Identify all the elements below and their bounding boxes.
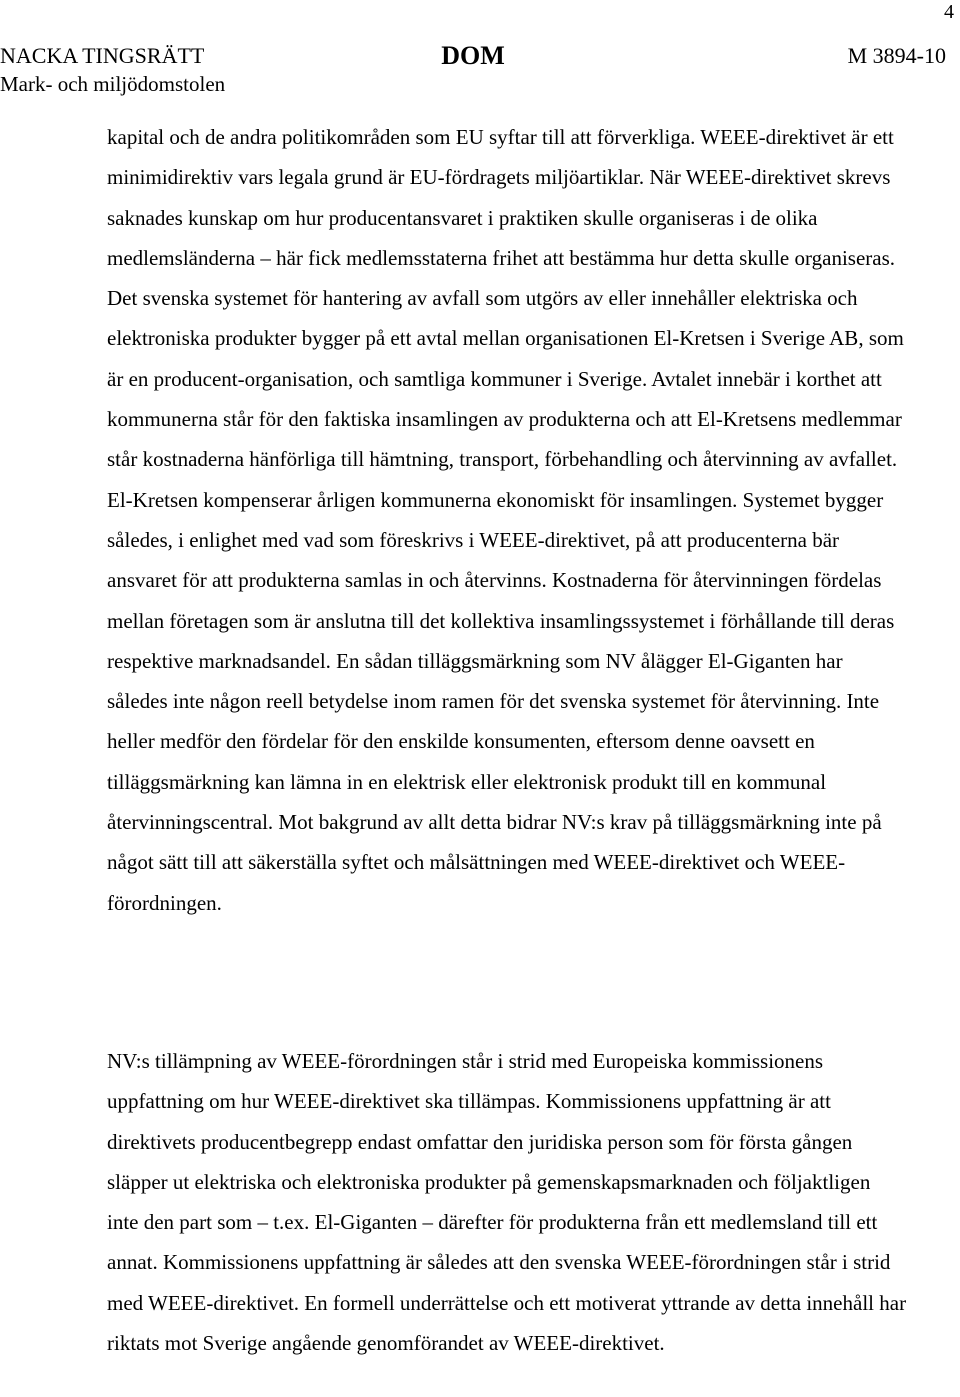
document-type: DOM	[441, 41, 505, 70]
paragraph: kapital och de andra politikområden som EU syftar till att förverkliga. WEEE-direktivet är ett minimidirektiv vars legala grund är EU-fördragets miljöartiklar. När WEEE-direktivet skrevs saknades kunskap om hur producentansvaret i praktiken skulle organiseras i de olika medlemsländerna – här fick medlemsstaterna frihet att bestämma hur detta skulle organiseras. Det svenska systemet för hantering av avfall som utgörs av eller innehåller elektriska och elektroniska produkter bygger på ett avtal mellan organisationen El-Kretsen i Sverige AB, som är en producent-organisation, och samtliga kommuner i Sverige. Avtalet innebär i korthet att kommunerna står för den faktiska insamlingen av produkterna och att El-Kretsens medlemmar står kostnaderna hänförliga till hämtning, transport, förbehandling och återvinning av avfallet. El-Kretsen kompenserar årligen kommunerna ekonomiskt för insamlingen. Systemet bygger således, i enlighet med vad som föreskrivs i WEEE-direktivet, på att producenterna bär ansvaret för att produkterna samlas in och återvinns. Kostnaderna för återvinningen fördelas mellan företagen som är anslutna till det kollektiva insamlingssystemet i förhållande till deras respektive marknadsandel. En sådan tilläggsmärkning som NV ålägger El-Giganten har således inte någon reell betydelse inom ramen för det svenska systemet för återvinning. Inte heller medför den fördelar för den enskilde konsumenten, eftersom denne oavsett en tilläggsmärkning kan lämna in en elektrisk eller elektronisk produkt till en kommunal återvinningscentral. Mot bakgrund av allt detta bidrar NV:s krav på tilläggsmärkning inte på något sätt till att säkerställa syftet och målsättningen med WEEE-direktivet och WEEE-förordningen.	[107, 125, 904, 915]
body-text	[107, 1041, 907, 1363]
court-name: NACKA TINGSRÄTT	[0, 43, 205, 68]
paragraph: NV:s tillämpning av WEEE-förordningen står i strid med Europeiska kommissionens uppfattning om hur WEEE-direktivet ska tillämpas. Kommissionens uppfattning är att direktivets producentbegrepp endast omfattar den juridiska person som för första gången släpper ut elektriska och elektroniska produkter på gemenskapsmarknaden och följaktligen inte den part som – t.ex. El-Giganten – därefter för produkterna från ett medlemsland till ett annat. Kommissionens uppfattning är således att den svenska WEEE-förordningen står i strid med WEEE-direktivet. En formell underrättelse och ett motiverat yttrande av detta innehåll har riktats mot Sverige angående genomförandet av WEEE-direktivet.	[107, 1049, 907, 1356]
court-department: Mark- och miljödomstolen	[0, 72, 226, 96]
case-number: M 3894-10	[847, 43, 946, 68]
body-text	[107, 117, 907, 923]
page-number: 4	[944, 1, 954, 23]
